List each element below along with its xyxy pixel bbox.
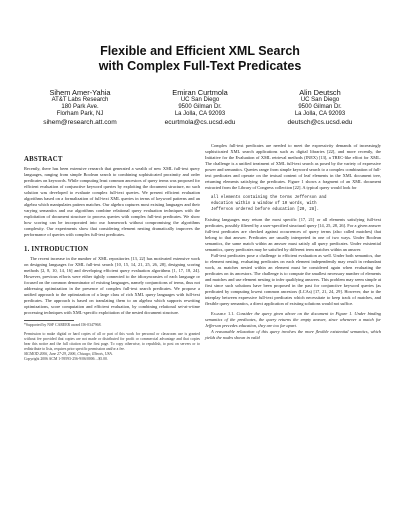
introduction-heading: 1. INTRODUCTION [24,246,89,253]
author-email: ecurtmola@cs.ucsd.edu [164,119,236,126]
example-continuation: A reasonable relaxation of this query involves the more flexible existential semantics, which yields the nodes shown in valid [205,329,381,340]
conference-info: SIGMOD 2006, June 27-29, 2006, Chicago, Illinois, USA. [24,352,113,356]
introduction-text: The recent increase in the number of XML repositories [13, 22] has motivated extensive work on designing languages for XML full-text search [10, 15, 14, 21, 25, 26, 28], designing scoring methods [2, 8, 10, 14, 16] and developing efficient query evaluation algorithms [1, 17, 18, 24]. However, previous efforts were either tightly connected to the idiosyncrasies of each language or focused on the common denominator of existing languages, namely conjunctions of terms, thus not addressing optimization in the presence of complex full-text search predicates. We propose a unified approach to the optimization of a large class of rich XML query languages with full-text predicates. The approach is based on translating them to an algebra which supports rewriting optimizations, score computation and efficient evaluation, by combining relational set-at-a-time processing techniques with XML-specific exploitation of the nested document structure. [24,256,200,315]
title-line-1: Flexible and Efficient XML Search [100,44,300,58]
author-email: deutsch@cs.ucsd.edu [287,119,353,126]
query-example-line: all elements containing the terms Jefferson and [211,196,327,200]
author-1 [20,88,140,127]
right-column [205,143,381,341]
author-2 [140,88,260,127]
body-paragraph-2: Existing languages may return the most specific [17, 21] or all elements satisfying full-text predicates, possibly filtered by a user-specified structural query [14, 25, 28, 26]. For a given answer full-text predicates are checked against occurrences of query terms (also called matches) that belong to that answer. Predicates are usually interpreted in one of two ways. Under Boolean semantics, the same match within an answer must satisfy all query predicates. Under existential semantics, query predicates may be satisfied by different term matches within an answer. [205,217,381,252]
author-city: La Jolla, CA 92093 [174,111,226,117]
author-affiliation: UC San Diego [300,97,340,103]
author-address: 9500 Gilman Dr. [298,104,342,110]
example-text: Consider the query given above on the document in Figure 1. Under binding semantics of the predicates, the query returns the empty answer, since whenever a match for Jefferson precedes education, they are too far apart. [205,311,381,328]
author-city: Florham Park, NJ [56,111,104,117]
author-affiliation: UC San Diego [180,97,220,103]
author-affiliation: AT&T Labs Research [51,97,109,103]
author-name: Sihem Amer-Yahia [49,88,111,97]
body-paragraph-1: Complex full-text predicates are needed to meet the expressivity demands of increasingly sophisticated XML search applications such as digital libraries [22], and more recently, the Initiative for the Evaluation of XML retrieval methods (INEX) [13], a TREC-like effort for XML. The challenge is a unified treatment of XML full-text search as posed by the variety of expressive power and semantics. Queries range from simple keyword search to a complex combination of full-text predicates and operate on the textual content of leaf elements in the XML document tree, returning elements satisfying the predicates. Figure 1 shows a fragment of an XML document extracted from the Library of Congress collection [22]. A typical query would look for [205,143,381,190]
permission-notice: Permission to make digital or hard copies of all or part of this work for personal or classroom use is granted without fee provided that copies are not made or distributed for profit or commercial advantage and that copies bear this notice and the full citation on the first page. To copy otherwise, to republish, to post on servers or to redistribute to lists, requires prior specific permission and/or a fee. [24,332,200,351]
author-email: sihem@research.att.com [43,119,117,126]
query-example-line: education within a window of 10 words, with [211,202,317,206]
abstract-text: Recently, there has been extensive research that generated a wealth of new XML full-text query languages, ranging from simple Boolean search to combining sophisticated proximity and order predicates on keywords. While computing least common ancestors of query terms was proposed for efficient evaluation of conjunctive keyword queries by exploiting the document structure, no such solution was developed to evaluate complex full-text queries. We present efficient evaluation algorithms based on a formalization of full-text XML queries in terms of keyword patterns and an algebra which manipulates pattern matches. Our algebra captures most existing languages and their varying semantics and our algorithms combine relational query evaluation techniques with the exploitation of document structure to process queries with complex full-text predicates. We show how scoring can be incorporated into our framework without compromising the algorithms complexity. Our experiments show that considering element nesting dramatically improves the performance of queries with complex full-text predicates. [24,166,200,237]
example-label: Example 1.1. [211,311,235,316]
example-1-1 [205,311,381,329]
paper-title [40,44,360,74]
footnote-rule [24,320,74,321]
copyright-notice: Copyright 2006 ACM 1-59593-256-9/06/0006 ...$5.00. [24,357,108,361]
query-example [205,195,381,213]
query-example-line: Jefferson ordered before education [20, 28]. [211,208,320,212]
footnote: *Supported by NSF CAREER award IIS-0347968. [24,323,102,327]
body-paragraph-3: Full-text predicates pose a challenge to efficient evaluation as well. Under both semantics, due to element nesting, evaluating predicates on each element independently may result in redundant work, as matches nested within an element must be considered again when evaluating the predicates on its ancestors. The challenge is to compute the smallest necessary number of elements and matches and use element nesting to infer qualifying answers. This problem may seem simple at first since such solutions have been proposed in the past for conjunctive keyword queries (as predicated by computing lowest common ancestors (LCAs) [17, 21, 24, 29]. However, due to the interplay between expressive full-text predicates which necessitate to keep track of matches, and flexible query semantics, a direct application of existing solutions would not suffice. [205,253,381,306]
author-block [0,88,400,136]
abstract-heading: ABSTRACT [24,156,63,163]
author-name: Emiran Curtmola [172,88,228,97]
title-line-2: with Complex Full-Text Predicates [98,59,302,73]
left-column [24,155,200,362]
author-3 [260,88,380,127]
author-city: La Jolla, CA 92093 [294,111,346,117]
author-address: 180 Park Ave. [61,104,99,110]
author-name: Alin Deutsch [299,88,341,97]
author-address: 9500 Gilman Dr. [178,104,222,110]
